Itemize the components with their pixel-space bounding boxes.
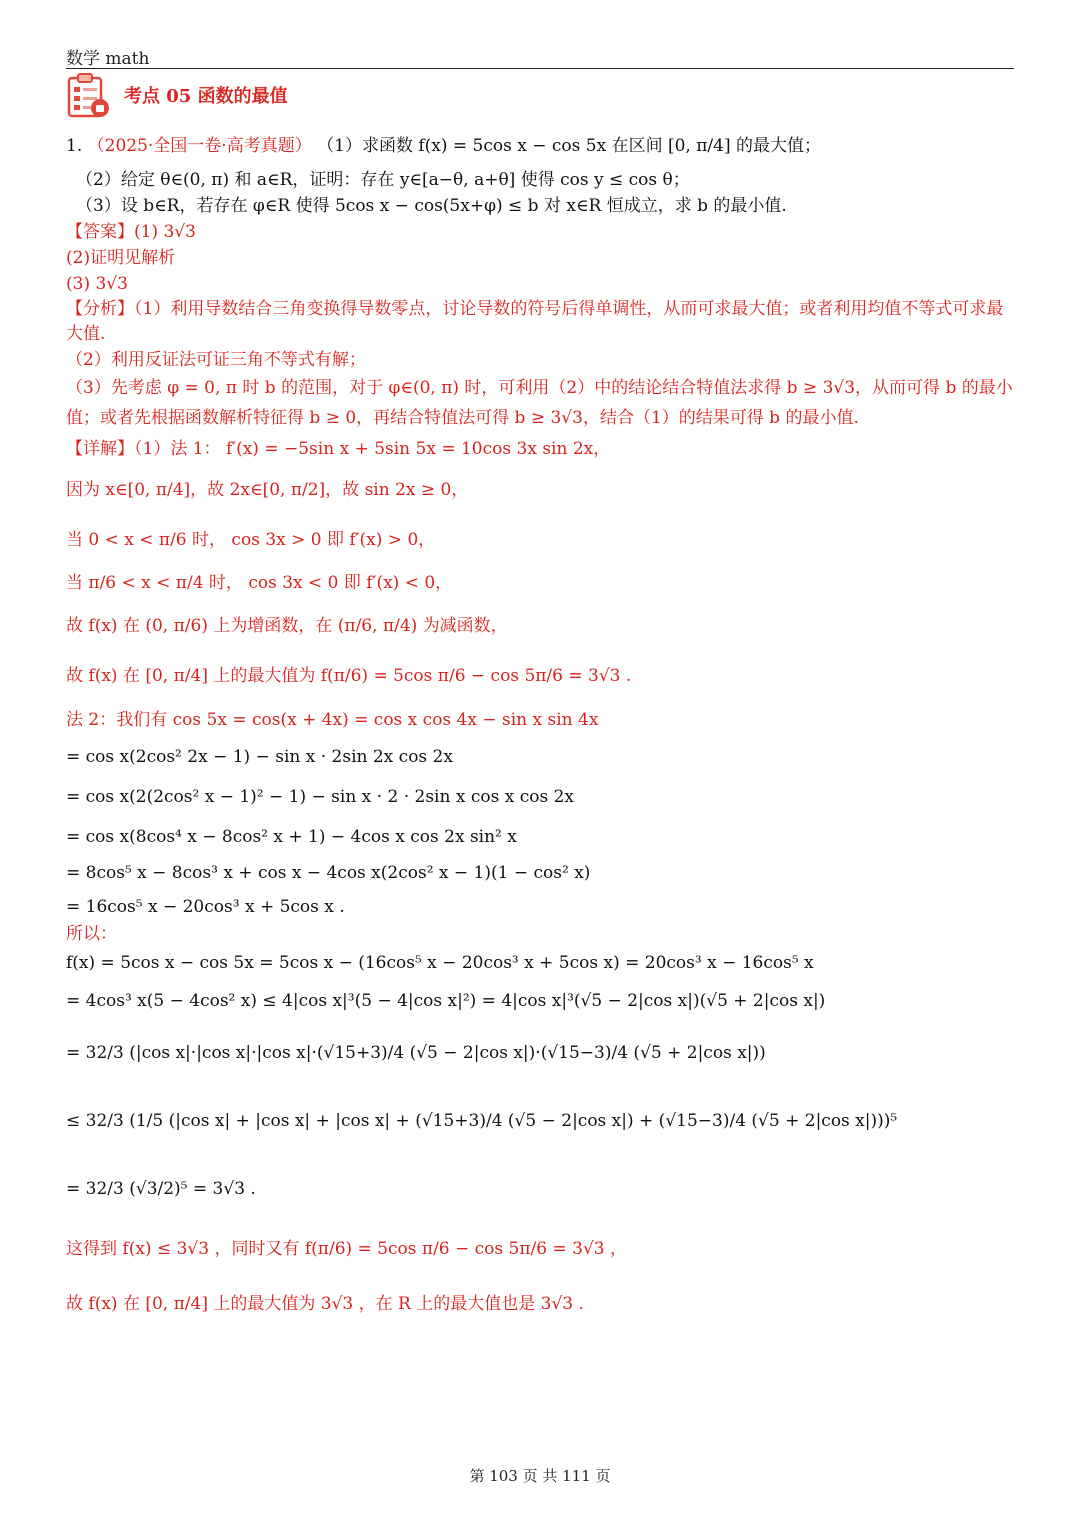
problem-part2: （2）给定 θ∈(0, π) 和 a∈R，证明：存在 y∈[a−θ, a+θ] 使得 cos y ≤ cos θ； (76, 170, 690, 190)
detail-l1 (66, 433, 1014, 465)
analysis-label: 【分析】 (66, 299, 134, 319)
detail-l19: 这得到 f(x) ≤ 3√3 ，同时又有 f(π/6) = 5cos π/6 − cos 5π/6 = 3√3 ， (66, 1239, 627, 1259)
clipboard-icon (66, 72, 110, 118)
header-text: 数学 math (66, 49, 150, 69)
detail-l14: f(x) = 5cos x − cos 5x = 5cos x − (16cos⁵ x − 20cos³ x + 5cos x) = 20cos³ x − 16cos⁵ x (66, 953, 814, 973)
detail-l9: = cos x(2(2cos² x − 1)² − 1) − sin x · 2 · 2sin x cos x cos 2x (66, 787, 574, 807)
part1-text: （1）求函数 f(x) = 5cos x − cos 5x 在区间 [0, π/4] 的最大值； (317, 136, 821, 156)
detail-l3: 当 0 < x < π/6 时， cos 3x > 0 即 f′(x) > 0， (66, 530, 436, 550)
analysis-p2: （2）利用反证法可证三角不等式有解； (66, 350, 366, 370)
analysis-p3: （3）先考虑 φ = 0, π 时 b 的范围，对于 φ∈(0, π) 时，可利用（2）中的结论结合特值法求得 b ≥ 3√3，从而可得 b 的最小值；或者先根据函数解析特征得 b ≥ 0，再结合特值法可得 b ≥ 3√3，结合（1）的结果可得 b 的最小值. (66, 378, 1013, 428)
detail-l11: = 8cos⁵ x − 8cos³ x + cos x − 4cos x(2cos² x − 1)(1 − cos² x) (66, 863, 591, 883)
detail-l16: = 32/3 (|cos x|·|cos x|·|cos x|·(√15+3)/4 (√5 − 2|cos x|)·(√15−3)/4 (√5 + 2|cos x|)) (66, 1043, 766, 1063)
detail-l18: = 32/3 (√3/2)⁵ = 3√3 . (66, 1179, 256, 1199)
section-title: 考点 05 函数的最值 (124, 86, 288, 107)
detail-l2: 因为 x∈[0, π/4]，故 2x∈[0, π/2]，故 sin 2x ≥ 0， (66, 480, 469, 500)
answer-label: 【答案】 (66, 222, 134, 242)
page-header (66, 42, 1014, 69)
answer-1-text: (1) 3√3 (134, 222, 196, 242)
detail-l12: = 16cos⁵ x − 20cos³ x + 5cos x . (66, 897, 345, 917)
detail-label: 【详解】 (66, 439, 134, 459)
detail-l6: 故 f(x) 在 [0, π/4] 上的最大值为 f(π/6) = 5cos π/6 − cos 5π/6 = 3√3 . (66, 666, 632, 686)
page-footer: 第 103 页 共 111 页 (469, 1467, 611, 1485)
document-body (66, 125, 1014, 1331)
analysis-p1-text: （1）利用导数结合三角变换得导数零点，讨论导数的符号后得单调性，从而可求最大值；或者利用均值不等式可求最大值. (66, 299, 1004, 344)
detail-l4: 当 π/6 < x < π/4 时， cos 3x < 0 即 f′(x) < 0， (66, 573, 453, 593)
problem-part1 (66, 125, 1014, 167)
detail-l15: = 4cos³ x(5 − 4cos² x) ≤ 4|cos x|³(5 − 4|cos x|²) = 4|cos x|³(√5 − 2|cos x|)(√5 + 2|cos x|) (66, 991, 826, 1011)
detail-l13: 所以： (66, 924, 117, 944)
problem-number: 1. (66, 136, 83, 156)
detail-l20: 故 f(x) 在 [0, π/4] 上的最大值为 3√3 ，在 R 上的最大值也是 3√3 . (66, 1294, 584, 1314)
detail-l1-text: （1）法 1： f′(x) = −5sin x + 5sin 5x = 10cos 3x sin 2x， (134, 439, 611, 459)
detail-l7: 法 2：我们有 cos 5x = cos(x + 4x) = cos x cos 4x − sin x sin 4x (66, 710, 599, 730)
document-page (66, 0, 1014, 1527)
detail-l17: ≤ 32/3 (1/5 (|cos x| + |cos x| + |cos x| + (√15+3)/4 (√5 − 2|cos x|) + (√15−3)/4 (√5 + 2|cos x|)))⁵ (66, 1111, 898, 1131)
problem-source: （2025·全国一卷·高考真题） (87, 136, 312, 156)
answer-2: (2)证明见解析 (66, 248, 176, 268)
section-heading (66, 72, 1014, 120)
answer-1 (66, 219, 1014, 245)
detail-l5: 故 f(x) 在 (0, π/6) 上为增函数，在 (π/6, π/4) 为减函数， (66, 616, 508, 636)
answer-3: (3) 3√3 (66, 274, 128, 294)
detail-l8: = cos x(2cos² 2x − 1) − sin x · 2sin 2x cos 2x (66, 747, 453, 767)
detail-l10: = cos x(8cos⁴ x − 8cos² x + 1) − 4cos x cos 2x sin² x (66, 827, 517, 847)
analysis-p1 (66, 297, 1014, 347)
problem-part3: （3）设 b∈R，若存在 φ∈R 使得 5cos x − cos(5x+φ) ≤ b 对 x∈R 恒成立，求 b 的最小值. (76, 196, 787, 216)
